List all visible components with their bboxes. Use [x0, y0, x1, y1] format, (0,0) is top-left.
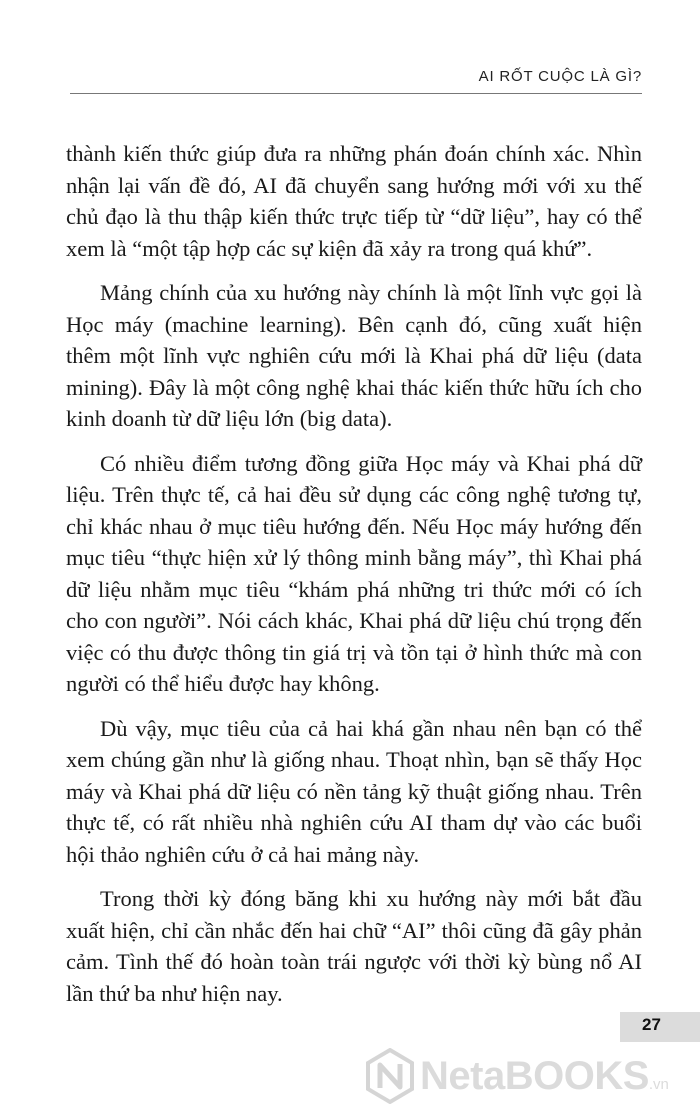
page-number-tab	[620, 1012, 700, 1042]
header-divider	[70, 93, 642, 94]
watermark-brand	[420, 1054, 669, 1099]
page-number: 27	[642, 1015, 661, 1034]
paragraph: Có nhiều điểm tương đồng giữa Học máy và Khai phá dữ liệu. Trên thực tế, cả hai đều sử dụng các công nghệ tương tự, chỉ khác nhau ở mục tiêu hướng đến. Nếu Học máy hướng đến mục tiêu “thực hiện xử lý thông minh bằng máy”, thì Khai phá dữ liệu nhằm mục tiêu “khám phá những tri thức mới có ích cho con người”. Nói cách khác, Khai phá dữ liệu chú trọng đến việc có thu được thông tin giá trị và tồn tại ở hình thức mà con người có thể hiểu được hay không.	[66, 450, 642, 696]
watermark-brand-name: NetaBOOKS	[420, 1053, 649, 1098]
paragraph: Trong thời kỳ đóng băng khi xu hướng này mới bắt đầu xuất hiện, chỉ cần nhắc đến hai chữ “AI” thôi cũng đã gây phản cảm. Tình thế đó hoàn toàn trái ngược với thời kỳ bùng nổ AI lần thứ ba như hiện nay.	[66, 886, 642, 1006]
paragraph: Dù vậy, mục tiêu của cả hai khá gần nhau nên bạn có thể xem chúng gần như là giống nhau. Thoạt nhìn, bạn sẽ thấy Học máy và Khai phá dữ liệu có nền tảng kỹ thuật giống nhau. Trên thực tế, có rất nhiều nhà nghiên cứu AI tham dự vào các buổi hội thảo nghiên cứu ở cả hai mảng này.	[66, 715, 642, 867]
running-header-title: AI RỐT CUỘC LÀ GÌ?	[478, 68, 642, 85]
watermark-domain-suffix: .vn	[648, 1075, 669, 1093]
page-body	[66, 138, 642, 1022]
watermark	[366, 1048, 669, 1104]
paragraph: Mảng chính của xu hướng này chính là một lĩnh vực gọi là Học máy (machine learning). Bên cạnh đó, cũng xuất hiện thêm một lĩnh vực nghiên cứu mới là Khai phá dữ liệu (data mining). Đây là một công nghệ khai thác kiến thức hữu ích cho kinh doanh từ dữ liệu lớn (big data).	[66, 280, 642, 431]
netabooks-logo-icon	[366, 1048, 414, 1104]
paragraph-continuation: thành kiến thức giúp đưa ra những phán đoán chính xác. Nhìn nhận lại vấn đề đó, AI đã chuyển sang hướng mới với xu thế chủ đạo là thu thập kiến thức trực tiếp từ “dữ liệu”, hay có thể xem là “một tập hợp các sự kiện đã xảy ra trong quá khứ”.	[66, 141, 642, 261]
